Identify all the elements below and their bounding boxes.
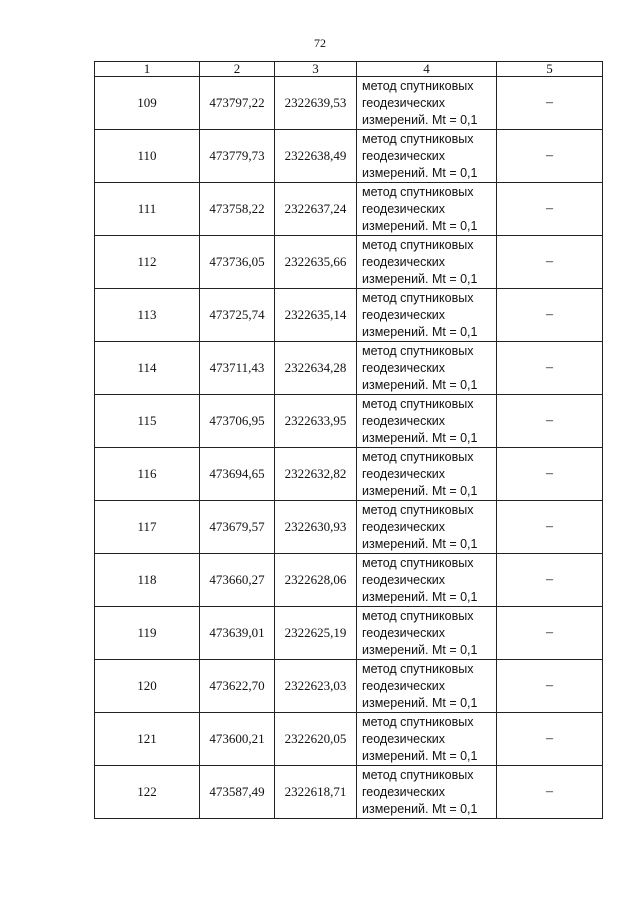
method-cell bbox=[357, 501, 497, 554]
y-coordinate-cell: 2322632,82 bbox=[275, 448, 357, 501]
method-line: геодезических bbox=[362, 148, 446, 163]
method-line: измерений. Mt = 0,1 bbox=[362, 377, 478, 392]
method-cell bbox=[357, 713, 497, 766]
note-cell: – bbox=[497, 448, 603, 501]
note-cell: – bbox=[497, 713, 603, 766]
method-cell bbox=[357, 342, 497, 395]
method-line: измерений. Mt = 0,1 bbox=[362, 483, 478, 498]
point-number-cell: 113 bbox=[95, 289, 200, 342]
method-line: метод спутниковых bbox=[362, 396, 474, 411]
point-number-cell: 114 bbox=[95, 342, 200, 395]
point-number-cell: 117 bbox=[95, 501, 200, 554]
method-line: измерений. Mt = 0,1 bbox=[362, 589, 478, 604]
table-body bbox=[95, 77, 603, 819]
x-coordinate-cell: 473587,49 bbox=[200, 766, 275, 819]
table-header-row bbox=[95, 62, 603, 77]
y-coordinate-cell: 2322625,19 bbox=[275, 607, 357, 660]
y-coordinate-cell: 2322635,14 bbox=[275, 289, 357, 342]
x-coordinate-cell: 473639,01 bbox=[200, 607, 275, 660]
method-line: метод спутниковых bbox=[362, 767, 474, 782]
point-number-cell: 116 bbox=[95, 448, 200, 501]
x-coordinate-cell: 473797,22 bbox=[200, 77, 275, 130]
table-row bbox=[95, 766, 603, 819]
x-coordinate-cell: 473660,27 bbox=[200, 554, 275, 607]
table-row bbox=[95, 554, 603, 607]
x-coordinate-cell: 473779,73 bbox=[200, 130, 275, 183]
note-cell: – bbox=[497, 660, 603, 713]
method-line: метод спутниковых bbox=[362, 608, 474, 623]
y-coordinate-cell: 2322618,71 bbox=[275, 766, 357, 819]
header-cell-4: 4 bbox=[357, 62, 497, 77]
method-cell bbox=[357, 554, 497, 607]
y-coordinate-cell: 2322628,06 bbox=[275, 554, 357, 607]
x-coordinate-cell: 473600,21 bbox=[200, 713, 275, 766]
y-coordinate-cell: 2322639,53 bbox=[275, 77, 357, 130]
point-number-cell: 109 bbox=[95, 77, 200, 130]
method-line: метод спутниковых bbox=[362, 449, 474, 464]
method-line: геодезических bbox=[362, 731, 446, 746]
note-cell: – bbox=[497, 395, 603, 448]
method-line: измерений. Mt = 0,1 bbox=[362, 218, 478, 233]
method-line: метод спутниковых bbox=[362, 184, 474, 199]
point-number-cell: 119 bbox=[95, 607, 200, 660]
point-number-cell: 120 bbox=[95, 660, 200, 713]
method-line: геодезических bbox=[362, 519, 446, 534]
table-row bbox=[95, 130, 603, 183]
table-row bbox=[95, 77, 603, 130]
method-line: измерений. Mt = 0,1 bbox=[362, 748, 478, 763]
table-row bbox=[95, 660, 603, 713]
point-number-cell: 110 bbox=[95, 130, 200, 183]
method-line: геодезических bbox=[362, 466, 446, 481]
note-cell: – bbox=[497, 554, 603, 607]
method-line: измерений. Mt = 0,1 bbox=[362, 536, 478, 551]
method-line: измерений. Mt = 0,1 bbox=[362, 112, 478, 127]
x-coordinate-cell: 473711,43 bbox=[200, 342, 275, 395]
point-number-cell: 115 bbox=[95, 395, 200, 448]
method-cell bbox=[357, 607, 497, 660]
y-coordinate-cell: 2322633,95 bbox=[275, 395, 357, 448]
method-cell bbox=[357, 766, 497, 819]
method-line: метод спутниковых bbox=[362, 343, 474, 358]
method-line: метод спутниковых bbox=[362, 237, 474, 252]
method-line: метод спутниковых bbox=[362, 714, 474, 729]
method-line: измерений. Mt = 0,1 bbox=[362, 430, 478, 445]
page-number: 72 bbox=[314, 36, 326, 50]
method-cell bbox=[357, 183, 497, 236]
method-cell bbox=[357, 130, 497, 183]
y-coordinate-cell: 2322634,28 bbox=[275, 342, 357, 395]
y-coordinate-cell: 2322620,05 bbox=[275, 713, 357, 766]
y-coordinate-cell: 2322630,93 bbox=[275, 501, 357, 554]
y-coordinate-cell: 2322623,03 bbox=[275, 660, 357, 713]
method-line: геодезических bbox=[362, 95, 446, 110]
header-cell-5: 5 bbox=[497, 62, 603, 77]
header-cell-2: 2 bbox=[200, 62, 275, 77]
y-coordinate-cell: 2322635,66 bbox=[275, 236, 357, 289]
method-line: геодезических bbox=[362, 784, 446, 799]
table-row bbox=[95, 236, 603, 289]
table-row bbox=[95, 342, 603, 395]
table-row bbox=[95, 607, 603, 660]
method-line: метод спутниковых bbox=[362, 131, 474, 146]
method-line: геодезических bbox=[362, 254, 446, 269]
method-line: метод спутниковых bbox=[362, 78, 474, 93]
point-number-cell: 111 bbox=[95, 183, 200, 236]
note-cell: – bbox=[497, 289, 603, 342]
note-cell: – bbox=[497, 130, 603, 183]
note-cell: – bbox=[497, 77, 603, 130]
method-cell bbox=[357, 77, 497, 130]
table-row bbox=[95, 395, 603, 448]
method-cell bbox=[357, 660, 497, 713]
table-row bbox=[95, 183, 603, 236]
method-line: метод спутниковых bbox=[362, 555, 474, 570]
method-cell bbox=[357, 395, 497, 448]
note-cell: – bbox=[497, 183, 603, 236]
x-coordinate-cell: 473758,22 bbox=[200, 183, 275, 236]
method-line: геодезических bbox=[362, 413, 446, 428]
point-number-cell: 121 bbox=[95, 713, 200, 766]
method-line: измерений. Mt = 0,1 bbox=[362, 695, 478, 710]
point-number-cell: 112 bbox=[95, 236, 200, 289]
x-coordinate-cell: 473706,95 bbox=[200, 395, 275, 448]
method-line: метод спутниковых bbox=[362, 661, 474, 676]
method-cell bbox=[357, 236, 497, 289]
method-line: геодезических bbox=[362, 307, 446, 322]
table-row bbox=[95, 448, 603, 501]
header-cell-1: 1 bbox=[95, 62, 200, 77]
method-line: геодезических bbox=[362, 201, 446, 216]
method-line: измерений. Mt = 0,1 bbox=[362, 271, 478, 286]
method-cell bbox=[357, 289, 497, 342]
table-row bbox=[95, 501, 603, 554]
note-cell: – bbox=[497, 607, 603, 660]
method-cell bbox=[357, 448, 497, 501]
x-coordinate-cell: 473622,70 bbox=[200, 660, 275, 713]
x-coordinate-cell: 473736,05 bbox=[200, 236, 275, 289]
point-number-cell: 122 bbox=[95, 766, 200, 819]
x-coordinate-cell: 473694,65 bbox=[200, 448, 275, 501]
note-cell: – bbox=[497, 501, 603, 554]
method-line: измерений. Mt = 0,1 bbox=[362, 801, 478, 816]
method-line: измерений. Mt = 0,1 bbox=[362, 324, 478, 339]
y-coordinate-cell: 2322637,24 bbox=[275, 183, 357, 236]
method-line: геодезических bbox=[362, 360, 446, 375]
method-line: метод спутниковых bbox=[362, 290, 474, 305]
table-row bbox=[95, 713, 603, 766]
note-cell: – bbox=[497, 766, 603, 819]
method-line: геодезических bbox=[362, 625, 446, 640]
y-coordinate-cell: 2322638,49 bbox=[275, 130, 357, 183]
note-cell: – bbox=[497, 236, 603, 289]
method-line: измерений. Mt = 0,1 bbox=[362, 165, 478, 180]
coordinates-table bbox=[94, 61, 603, 819]
method-line: геодезических bbox=[362, 572, 446, 587]
header-cell-3: 3 bbox=[275, 62, 357, 77]
x-coordinate-cell: 473679,57 bbox=[200, 501, 275, 554]
note-cell: – bbox=[497, 342, 603, 395]
method-line: метод спутниковых bbox=[362, 502, 474, 517]
method-line: измерений. Mt = 0,1 bbox=[362, 642, 478, 657]
x-coordinate-cell: 473725,74 bbox=[200, 289, 275, 342]
method-line: геодезических bbox=[362, 678, 446, 693]
table-row bbox=[95, 289, 603, 342]
point-number-cell: 118 bbox=[95, 554, 200, 607]
